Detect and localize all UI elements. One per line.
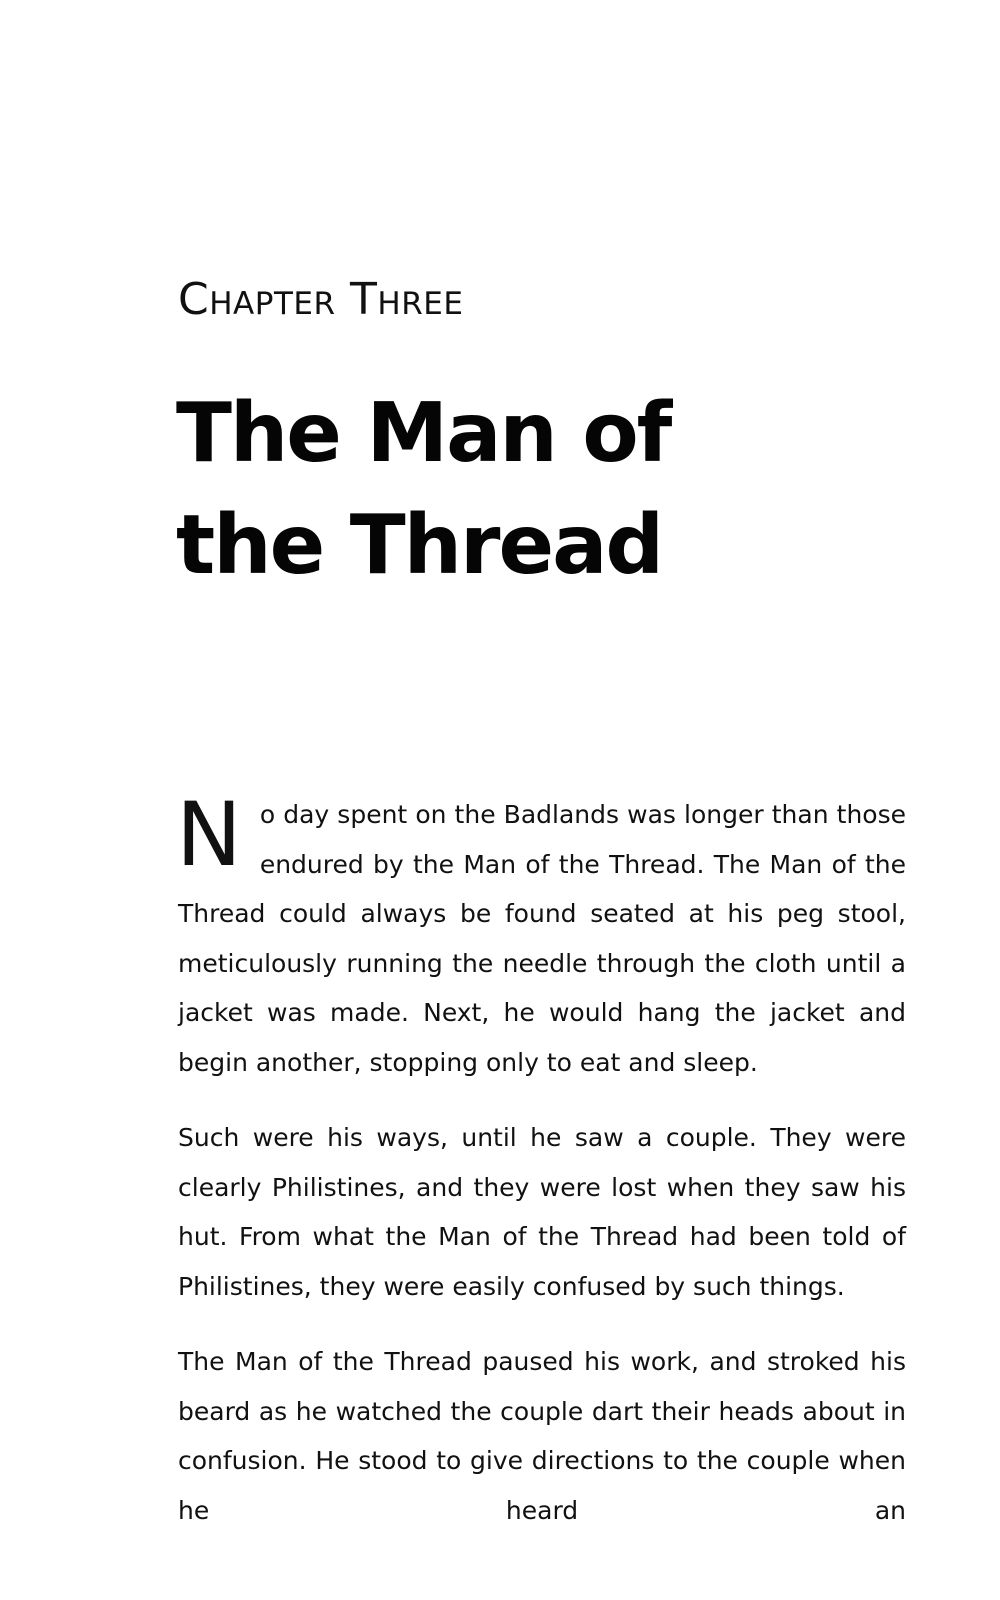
chapter-label-rest-1: hapter: [209, 274, 336, 325]
paragraph-2: Such were his ways, until he saw a couple. They were clearly Philistines, and they were lost when they saw his hut. From what the Man of the Thread had been told of Philistines, they were easily confused by such things.: [178, 1123, 906, 1301]
chapter-body: [176, 783, 906, 1561]
chapter-title: [176, 378, 816, 602]
paragraph-1-text: o day spent on the Badlands was longer than those endured by the Man of the Thread. The Man of the Thread could always be found seated at his peg stool, meticulously running the needle through the cloth until a jacket was made. Next, he would hang the jacket and begin another, stopping only to eat and sleep.: [178, 800, 906, 1077]
chapter-label-initial-1: C: [178, 274, 210, 325]
chapter-label-initial-2: T: [350, 274, 378, 325]
chapter-label-rest-2: hree: [377, 274, 464, 325]
drop-cap: N: [176, 783, 242, 886]
chapter-label: [178, 274, 464, 325]
paragraph-1: [176, 783, 906, 1087]
paragraph-3: The Man of the Thread paused his work, and stroked his beard as he watched the couple dart their heads about in confusion. He stood to give directions to the couple when he heard an: [178, 1347, 906, 1525]
chapter-title-line-2: the Thread: [176, 498, 663, 593]
chapter-title-line-1: The Man of: [176, 386, 671, 481]
